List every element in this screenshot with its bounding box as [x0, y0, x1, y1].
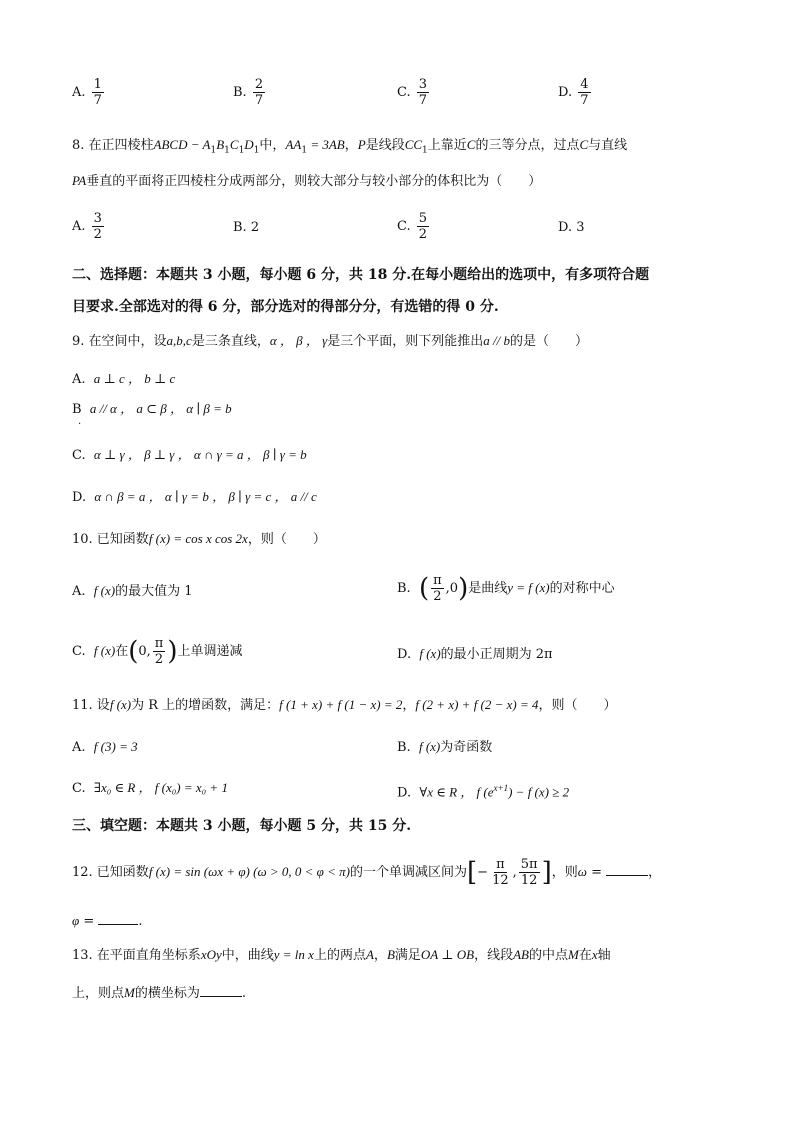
fraction: $\frac{3}{7}$ — [418, 77, 428, 108]
q10-option-c[interactable]: C. f (x)在(0, $\frac{\pi}{2}$ )上单调递减 — [72, 636, 243, 667]
q10-option-d[interactable]: D. f (x)的最小正周期为 2π — [397, 646, 553, 662]
q10-option-b[interactable]: B. ( $\frac{\pi}{2}$ ,0)是曲线y = f (x)的对称中心 — [397, 573, 615, 604]
q12-stem-line1: 12. 已知函数f (x) = sin (ωx + φ) (ω > 0, 0 < φ < π)的一个单调减区间为[− $\frac{\pi}{12}$ , $\frac{5\pi}{12}$ ]，则ω = ， — [72, 857, 662, 888]
q9-option-c[interactable]: C. α ⊥ γ ， β ⊥ γ ， α ∩ γ = a ， β ∣ γ = b — [72, 447, 307, 463]
section2-heading-line2: 目要求.全部选对的得 6 分，部分选对的得部分分，有选错的得 0 分. — [72, 299, 499, 315]
section2-heading-line1: 二、选择题：本题共 3 小题，每小题 6 分，共 18 分.在每小题给出的选项中，有多项符合题 — [72, 267, 650, 283]
q7-option-d[interactable]: D. $\frac{4}{7}$ — [558, 77, 589, 108]
q11-option-b[interactable]: B. f (x)为奇函数 — [397, 739, 493, 755]
q8-option-c[interactable]: C. $\frac{5}{2}$ — [397, 211, 428, 242]
answer-blank-m[interactable] — [200, 982, 242, 997]
q11-option-d[interactable]: D. ∀x ∈ R ， f $(e^{x+1}) - f$ (x) ≥ 2 — [397, 783, 570, 801]
q9-option-d[interactable]: D. α ∩ β = a ， α ∣ γ = b ， β ∣ γ = c ， a // c — [72, 489, 317, 505]
fraction: $\frac{\pi}{12}$ — [492, 857, 509, 888]
section3-heading: 三、填空题：本题共 3 小题，每小题 5 分，共 15 分. — [72, 818, 412, 834]
q10-option-a[interactable]: A. f (x)的最大值为 1 — [72, 583, 193, 599]
q8-option-a[interactable]: A. $\frac{3}{2}$ — [72, 211, 102, 242]
q7-option-c[interactable]: C. $\frac{3}{7}$ — [397, 77, 428, 108]
fraction: $\frac{1}{7}$ — [93, 77, 102, 108]
q9-stem: 9. 在空间中，设a,b,c是三条直线，α ， β ， γ是三个平面，则下列能推出a // b的是（ ） — [72, 333, 589, 349]
q8-option-b[interactable]: B. 2 — [233, 220, 260, 235]
answer-blank-phi[interactable] — [98, 910, 138, 925]
q11-option-c[interactable]: C. ∃x₀ ∈ R ， f (x₀) = x₀ + 1 — [72, 780, 228, 796]
fraction: $\frac{5}{2}$ — [418, 211, 428, 242]
answer-blank-omega[interactable] — [606, 861, 648, 876]
fraction: $\frac{4}{7}$ — [580, 77, 589, 108]
q11-stem: 11. 设f (x)为 R 上的增函数，满足：f (1 + x) + f (1 − x) = 2，f (2 + x) + f (2 − x) = 4，则（ ） — [72, 697, 617, 713]
q12-stem-line2: φ = . — [72, 910, 143, 932]
fraction: $\frac{5\pi}{12}$ — [520, 857, 538, 888]
q13-stem-line1: 13. 在平面直角坐标系xOy中，曲线y = ln x上的两点A，B满足OA ⊥ OB，线段AB的中点M在x轴 — [72, 947, 611, 963]
q9-option-a[interactable]: A. a ⊥ c ， b ⊥ c — [72, 371, 176, 387]
q7-option-a[interactable]: A. $\frac{1}{7}$ — [72, 77, 102, 108]
q8-option-d[interactable]: D. 3 — [558, 220, 585, 235]
q13-stem-line2: 上，则点M的横坐标为 . — [72, 982, 246, 1004]
fraction: $\frac{\pi}{2}$ — [154, 636, 164, 667]
fraction: $\frac{3}{2}$ — [93, 211, 102, 242]
q10-stem: 10. 已知函数f (x) = cos x cos 2x，则（ ） — [72, 531, 326, 547]
q9-option-b[interactable]: B a // α ， a ⊂ β ， α ∣ β = b — [72, 401, 232, 417]
fraction: $\frac{\pi}{2}$ — [433, 573, 442, 604]
q8-stem-line2: PA垂直的平面将正四棱柱分成两部分，则较大部分与较小部分的体积比为（ ） — [72, 173, 542, 189]
fraction: $\frac{2}{7}$ — [254, 77, 264, 108]
q7-option-b[interactable]: B. $\frac{2}{7}$ — [233, 77, 264, 108]
q11-option-a[interactable]: A. f (3) = 3 — [72, 739, 138, 755]
q9-option-b-dot: . — [78, 416, 82, 427]
q8-stem-line1: 8. 在正四棱柱ABCD − $A_1B_1C_1D_1$中，$AA_1 = 3AB$，P是线段$CC_1$上靠近C的三等分点，过点C与直线 — [72, 137, 628, 156]
